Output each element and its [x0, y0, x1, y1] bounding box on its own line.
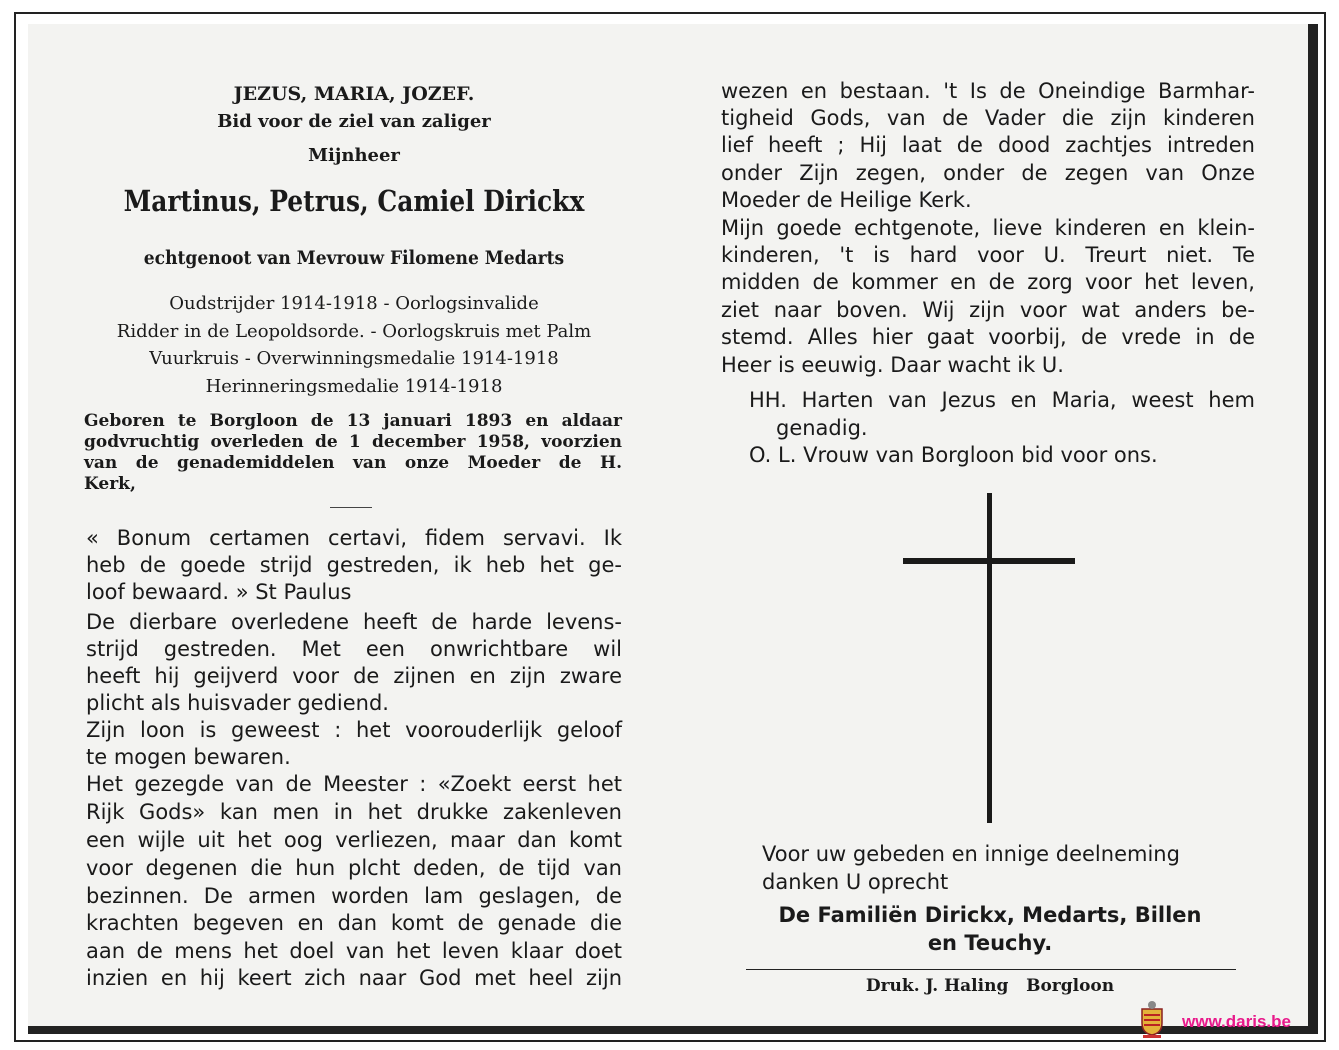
- title: Mijnheer: [308, 145, 400, 166]
- text-line: Zijn loon is geweest : het voorouderlijk geloof: [86, 718, 622, 742]
- text-line: Het gezegde van de Meester : «Zoekt eerst het: [86, 772, 622, 796]
- text-line: onder Zijn zegen, onder de zegen van Onze: [721, 161, 1255, 185]
- divider: [330, 507, 372, 508]
- honour-line: Vuurkruis - Overwinningsmedalie 1914-1918: [149, 348, 559, 369]
- families-line: en Teuchy.: [927, 931, 1053, 955]
- text-line: « Bonum certamen certavi, fidem servavi. Ik: [86, 526, 622, 550]
- honour-line: Oudstrijder 1914-1918 - Oorlogsinvalide: [169, 293, 539, 314]
- divider: [746, 969, 1236, 970]
- cross-icon: [987, 493, 992, 823]
- birth-line: Geboren te Borgloon de 13 januari 1893 en aldaar: [84, 411, 622, 431]
- text-line: loof bewaard. » St Paulus: [86, 580, 352, 604]
- thanks-line: danken U oprecht: [762, 870, 949, 894]
- text-line: Rijk Gods» kan men in het drukke zakenleven: [86, 800, 622, 824]
- prayer-line: Bid voor de ziel van zaliger: [217, 111, 491, 132]
- prayer-line: HH. Harten van Jezus en Maria, weest hem: [749, 388, 1255, 412]
- text-line: tigheid Gods, van de Vader die zijn kinderen: [721, 106, 1255, 130]
- text-line: heeft hij geijverd voor de zijnen en zijn zware: [86, 664, 622, 688]
- text-line: strijd gestreden. Met een onwrichtbare wil: [86, 637, 622, 661]
- text-line: voor degenen die hun plcht deden, de tijd van: [86, 856, 622, 880]
- birth-line: van de genademiddelen van onze Moeder de H.: [84, 453, 622, 473]
- text-line: te mogen bewaren.: [86, 745, 291, 769]
- honour-line: Ridder in de Leopoldsorde. - Oorlogskruis met Palm: [116, 321, 592, 342]
- text-line: plicht als huisvader gediend.: [86, 691, 389, 715]
- text-line: krachten begeven en dan komt de genade die: [86, 911, 622, 935]
- text-line: inzien en hij keert zich naar God met heel zijn: [86, 966, 622, 990]
- coat-of-arms-logo: [1137, 999, 1167, 1039]
- text-line: wezen en bestaan. 't Is de Oneindige Barmhar-: [721, 79, 1255, 103]
- birth-line: Kerk,: [84, 474, 136, 494]
- birth-line: godvruchtig overleden de 1 december 1958, voorzien: [84, 432, 622, 452]
- text-line: Heer is eeuwig. Daar wacht ik U.: [721, 353, 1064, 377]
- text-line: midden de kommer en de zorg voor het leven,: [721, 270, 1255, 294]
- text-line: stemd. Alles hier gaat voorbij, de vrede in de: [721, 325, 1255, 349]
- text-line: De dierbare overledene heeft de harde levens-: [86, 610, 622, 634]
- deceased-name: Martinus, Petrus, Camiel Dirickx: [123, 184, 585, 218]
- text-line: een wijle uit het oog verliezen, maar dan komt: [86, 828, 622, 852]
- text-line: lief heeft ; Hij laat de dood zachtjes intreden: [721, 133, 1255, 157]
- spouse-line: echtgenoot van Mevrouw Filomene Medarts: [143, 247, 565, 269]
- families-line: De Familiën Dirickx, Medarts, Billen: [778, 903, 1202, 927]
- watermark-url: www.daris.be: [1182, 1012, 1291, 1031]
- text-line: Moeder de Heilige Kerk.: [721, 188, 972, 212]
- printer: Druk. J. Haling Borgloon: [865, 976, 1115, 996]
- text-line: ziet naar boven. Wij zijn voor wat anders be-: [721, 298, 1255, 322]
- text-line: aan de mens het doel van het leven klaar doet: [86, 939, 622, 963]
- honour-line: Herinneringsmedalie 1914-1918: [205, 376, 503, 397]
- thanks-line: Voor uw gebeden en innige deelneming: [762, 842, 1180, 866]
- text-line: bezinnen. De armen worden lam geslagen, de: [86, 884, 622, 908]
- prayer-line: genadig.: [776, 416, 868, 440]
- invocation: JEZUS, MARIA, JOZEF.: [233, 83, 475, 105]
- text-line: heb de goede strijd gestreden, ik heb het ge-: [86, 553, 622, 577]
- prayer-line: O. L. Vrouw van Borgloon bid voor ons.: [749, 443, 1158, 467]
- text-line: kinderen, 't is hard voor U. Treurt niet. Te: [721, 243, 1255, 267]
- text-line: Mijn goede echtgenote, lieve kinderen en klein-: [721, 216, 1255, 240]
